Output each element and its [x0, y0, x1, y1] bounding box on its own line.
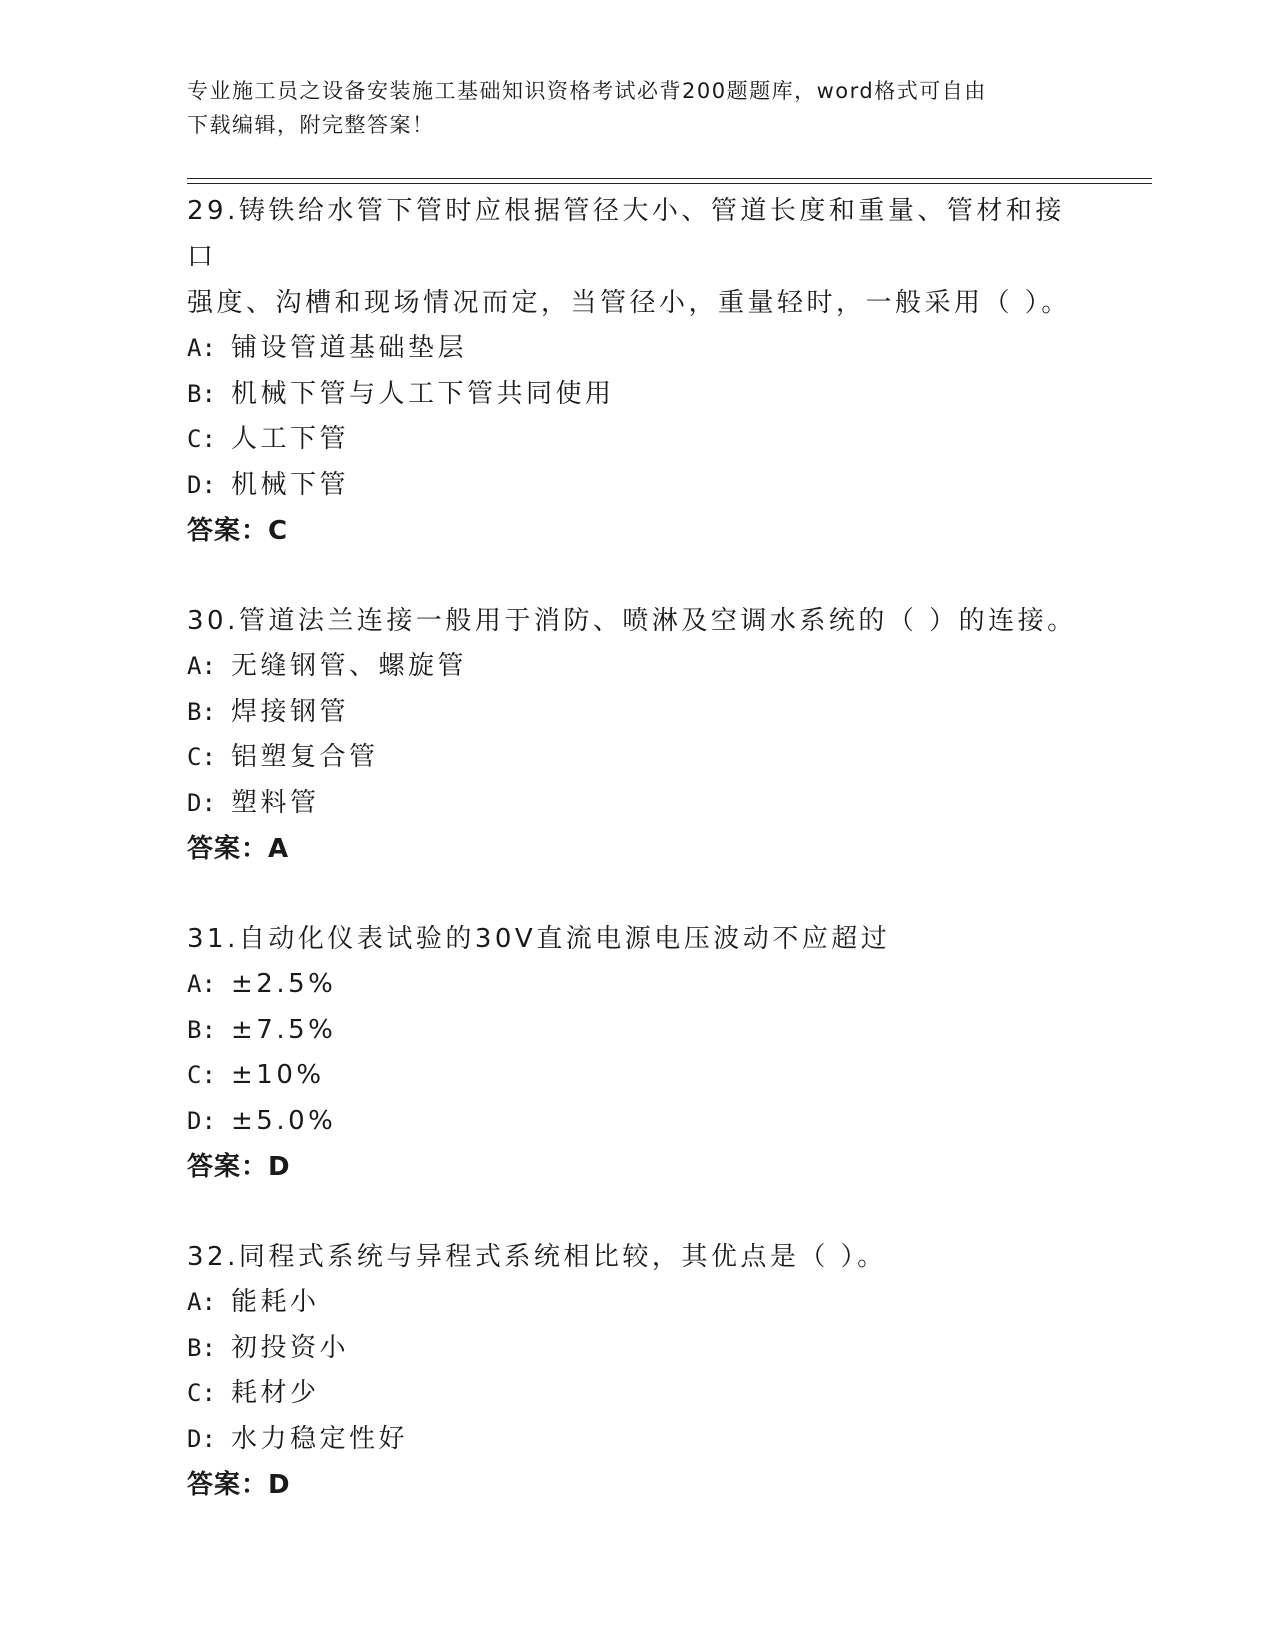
option-b [187, 372, 1087, 418]
option-label: C: [187, 743, 216, 771]
option-label: B: [187, 697, 216, 726]
option-text: 机械下管与人工下管共同使用 [231, 378, 615, 409]
option-label: D: [187, 470, 216, 499]
question-text: 31.自动化仪表试验的30V直流电源电压波动不应超过 [187, 924, 891, 954]
option-label: B: [187, 379, 216, 408]
option-a [187, 644, 1087, 690]
option-d [187, 463, 1087, 509]
header-divider-top [187, 178, 1152, 179]
option-text: ±10% [231, 1060, 325, 1090]
option-text: 人工下管 [231, 424, 350, 454]
question-text-continued: 强度、沟槽和现场情况而定，当管径小，重量轻时，一般采用（ ）。 [187, 288, 1071, 318]
option-label: A: [187, 1288, 216, 1316]
option-d [187, 1099, 1087, 1145]
question-29 [187, 188, 1087, 554]
option-b [187, 1008, 1087, 1054]
question-31 [187, 916, 1087, 1190]
option-text: ±5.0% [231, 1105, 337, 1136]
option-a [187, 326, 1087, 372]
option-label: A: [187, 970, 216, 998]
option-label: A: [187, 334, 216, 362]
option-c [187, 1053, 1087, 1099]
option-a [187, 962, 1087, 1008]
document-header [187, 74, 1067, 142]
question-spacer [187, 554, 1087, 598]
option-label: C: [187, 1379, 216, 1407]
option-text: 塑料管 [231, 787, 320, 818]
option-label: C: [187, 425, 216, 453]
option-label: B: [187, 1015, 216, 1044]
option-text: ±2.5% [231, 969, 337, 999]
option-label: D: [187, 1424, 216, 1453]
option-text: 水力稳定性好 [231, 1423, 409, 1454]
option-label: C: [187, 1061, 216, 1089]
option-b [187, 1326, 1087, 1372]
option-d [187, 781, 1087, 827]
option-c [187, 417, 1087, 463]
header-divider-bottom [187, 183, 1152, 184]
answer: 答案：D [187, 1470, 291, 1500]
option-text: 初投资小 [231, 1332, 350, 1363]
answer: 答案：D [187, 1152, 291, 1182]
question-30 [187, 598, 1087, 872]
option-b [187, 690, 1087, 736]
option-c [187, 1371, 1087, 1417]
question-text: 29.铸铁给水管下管时应根据管径大小、管道长度和重量、管材和接口 [187, 196, 1065, 272]
option-text: 铝塑复合管 [231, 742, 379, 772]
option-a [187, 1280, 1087, 1326]
option-label: B: [187, 1333, 216, 1362]
option-label: A: [187, 652, 216, 680]
answer: 答案：C [187, 516, 289, 546]
option-text: 无缝钢管、螺旋管 [231, 651, 468, 681]
option-label: D: [187, 1106, 216, 1135]
option-d [187, 1417, 1087, 1463]
option-text: 机械下管 [231, 469, 350, 500]
question-list [187, 188, 1087, 1508]
question-32 [187, 1234, 1087, 1508]
question-spacer [187, 1190, 1087, 1234]
question-text: 30.管道法兰连接一般用于消防、喷淋及空调水系统的（ ）的连接。 [187, 606, 1077, 636]
option-text: ±7.5% [231, 1014, 337, 1045]
header-line-2: 下载编辑，附完整答案！ [187, 113, 435, 137]
question-spacer [187, 872, 1087, 916]
option-text: 耗材少 [231, 1378, 320, 1408]
option-text: 铺设管道基础垫层 [231, 333, 468, 363]
question-text: 32.同程式系统与异程式系统相比较，其优点是（ ）。 [187, 1242, 887, 1272]
header-line-1: 专业施工员之设备安装施工基础知识资格考试必背200题题库，word格式可自由 [187, 79, 987, 103]
option-text: 焊接钢管 [231, 696, 350, 727]
option-c [187, 735, 1087, 781]
answer: 答案：A [187, 834, 290, 864]
option-text: 能耗小 [231, 1287, 320, 1317]
option-label: D: [187, 788, 216, 817]
